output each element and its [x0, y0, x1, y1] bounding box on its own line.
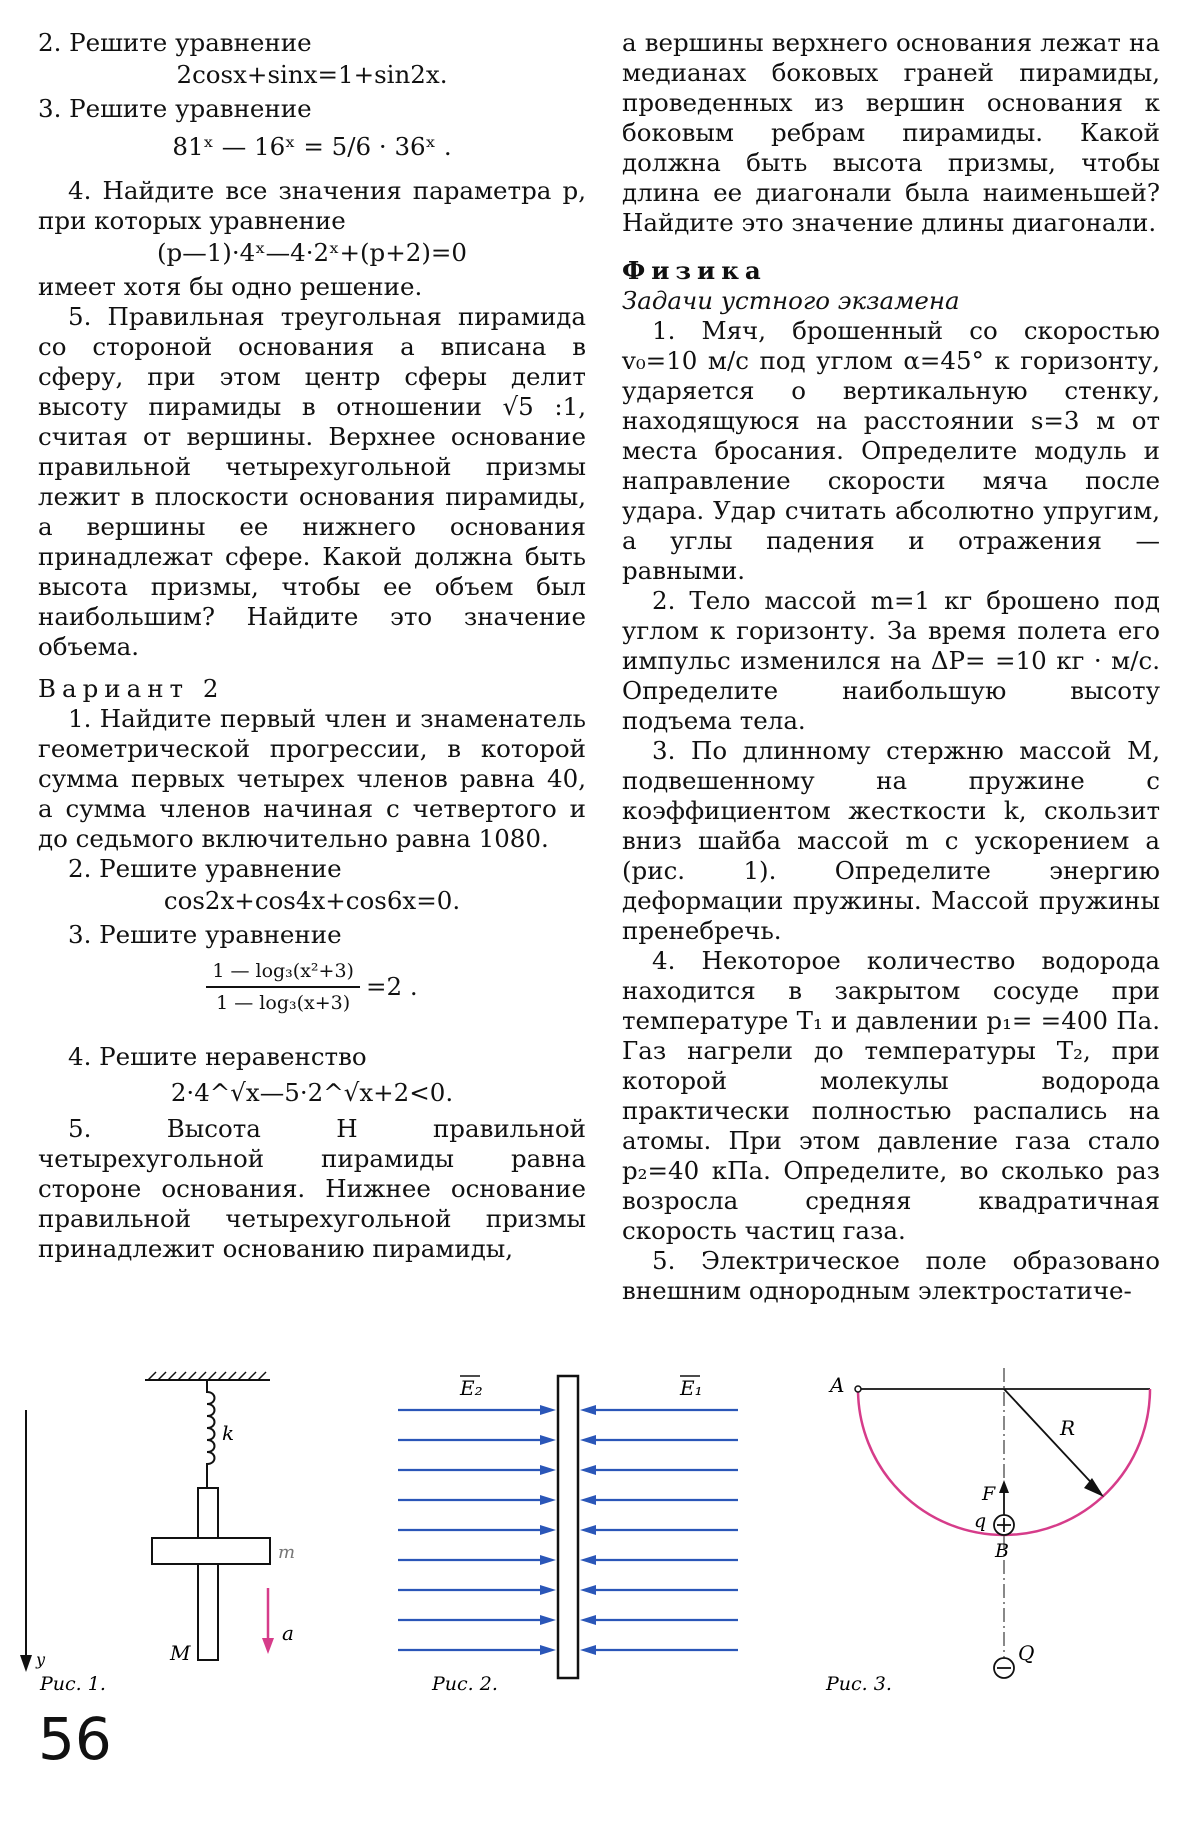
label-m: m	[278, 1542, 296, 1563]
section-title-physics: Физика	[622, 256, 767, 285]
radius-line	[1004, 1389, 1100, 1492]
section-subtitle: Задачи устного экзамена	[622, 286, 960, 315]
field-arrow-left-icon-6	[540, 1555, 556, 1565]
field-arrow-right-icon-5	[580, 1525, 596, 1535]
field-arrow-left-icon-1	[540, 1405, 556, 1415]
label-Q: Q	[1018, 1641, 1035, 1665]
field-arrow-left-icon-3	[540, 1465, 556, 1475]
figure-3	[825, 1368, 1150, 1695]
field-arrow-right-icon-8	[580, 1615, 596, 1625]
label-E1: E₁	[680, 1376, 703, 1400]
label-B: B	[995, 1540, 1009, 1562]
problem-2-title: 2. Решите уравнение	[38, 28, 312, 57]
label-q: q	[974, 1510, 987, 1532]
variant-2-problem-5-text: 5. Высота H правильной четырехугольной пирамиды равна стороне основания. Нижнее основание правильной четырехугольной призмы принадлежит основанию пирамиды,	[38, 1113, 586, 1263]
label-M: M	[170, 1641, 191, 1665]
right-column	[622, 28, 1160, 1306]
continuation-text: а вершины верхнего основания лежат на медианах боковых граней пирамиды, проведенных из вершин основания к боковым ребрам пирамиды. Какой должна быть высота призмы, чтобы длина ее диагонали была наименьшей? Найдите это значение длины диагонали.	[622, 28, 1160, 237]
field-arrow-left-icon-4	[540, 1495, 556, 1505]
problem-2-equation: 2cosx+sinx=1+sin2x.	[176, 60, 448, 89]
label-E2: E₂	[460, 1376, 483, 1400]
problem-4-text: 4. Найдите все значения параметра p, при которых уравнение	[38, 176, 586, 235]
variant-2-problem-1: 1. Найдите первый член и знаменатель геометрической прогрессии, в которой сумма первых четырех членов равна 40, а сумма членов начиная с четвертого и до седьмого включительно равна 1080.	[38, 704, 586, 853]
page-number: 56	[38, 1705, 112, 1773]
ceiling-hatch	[148, 1372, 266, 1380]
field-arrow-right-icon-1	[580, 1405, 596, 1415]
figures-strip	[0, 1360, 1200, 1700]
left-column	[38, 28, 586, 1264]
label-y: y	[36, 1650, 46, 1669]
problem-4-equation: (p—1)·4ˣ—4·2ˣ+(p+2)=0	[156, 238, 468, 267]
y-axis-arrow-icon	[20, 1655, 32, 1672]
label-R: R	[1060, 1416, 1076, 1440]
field-arrow-right-icon-4	[580, 1495, 596, 1505]
label-k: k	[222, 1421, 235, 1445]
fraction-numerator: 1 — log₃(x²+3)	[212, 960, 354, 982]
fraction-denominator: 1 — log₃(x+3)	[216, 991, 351, 1014]
field-arrow-left-icon-9	[540, 1645, 556, 1655]
field-arrow-left-icon-8	[540, 1615, 556, 1625]
field-arrow-right-icon-7	[580, 1585, 596, 1595]
plate	[558, 1376, 578, 1678]
variant-2-problem-2-title: 2. Решите уравнение	[68, 854, 342, 883]
variant-2-problem-4-title: 4. Решите неравенство	[68, 1041, 367, 1071]
label-a: a	[282, 1621, 294, 1645]
variant-2-problem-2-equation: cos2x+cos4x+cos6x=0.	[163, 886, 461, 915]
field-arrow-left-icon-7	[540, 1585, 556, 1595]
field-arrow-left-icon-2	[540, 1435, 556, 1445]
variant-2-title: Вариант 2	[38, 674, 225, 703]
physics-problem-2: 2. Тело массой m=1 кг брошено под углом к горизонту. За время полета его импульс изменился на ΔP= =10 кг · м/с. Определите наибольшую высоту подъема тела.	[622, 586, 1160, 735]
label-A: A	[830, 1373, 845, 1397]
problem-4-tail: имеет хотя бы одно решение.	[38, 272, 423, 301]
figure-1-caption: Рис. 1.	[40, 1673, 106, 1695]
rod	[198, 1488, 218, 1660]
physics-problem-4: 4. Некоторое количество водорода находится в закрытом сосуде при температуре T₁ и давлении p₁= =400 Па. Газ нагрели до температуры T₂, при которой молекулы водорода практически полностью распались на атомы. При этом давление газа стало p₂=40 кПа. Определите, во сколько раз возросла средняя квадратичная скорость частиц газа.	[622, 946, 1160, 1245]
variant-2-problem-4-inequality: 2·4^√x—5·2^√x+2<0.	[170, 1077, 454, 1107]
spring	[207, 1380, 215, 1488]
acceleration-arrow-icon	[262, 1638, 274, 1654]
problem-5-text: 5. Правильная треугольная пирамида со стороной основания a вписана в сферу, при этом центр сферы делит высоту пирамиды в отношении √5 :1, считая от вершины. Верхнее основание правильной четырехугольной призмы лежит в плоскости основания пирамиды, а вершины ее нижнего основания принадлежат сфере. Какой должна быть высота призмы, чтобы ее объем был наибольшим? Найдите это значение объема.	[38, 302, 586, 661]
problem-3-equation: 81ˣ — 16ˣ = 5/6 · 36ˣ .	[172, 132, 452, 161]
physics-problem-1: 1. Мяч, брошенный со скоростью v₀=10 м/с под углом α=45° к горизонту, ударяется о вертикальную стенку, находящуюся на расстоянии s=3 м от места бросания. Определите модуль и направление скорости мяча после удара. Удар считать абсолютно упругим, а углы падения и отражения — равными.	[622, 316, 1160, 585]
field-arrow-left-icon-5	[540, 1525, 556, 1535]
figure-3-caption: Рис. 3.	[826, 1673, 892, 1695]
figure-2-caption: Рис. 2.	[432, 1673, 498, 1695]
radius-arrow-icon	[1084, 1478, 1104, 1497]
field-arrow-right-icon-3	[580, 1465, 596, 1475]
figure-1	[20, 1372, 295, 1695]
point-A	[855, 1386, 861, 1392]
force-arrow-icon	[999, 1480, 1009, 1493]
physics-problem-3: 3. По длинному стержню массой M, подвешенному на пружине с коэффициентом жесткости k, скользит вниз шайба массой m с ускорением a (рис. 1). Определите энергию деформации пружины. Массой пружины пренебречь.	[622, 736, 1160, 945]
problem-3-title: 3. Решите уравнение	[38, 94, 312, 123]
figure-2	[398, 1376, 738, 1695]
physics-problem-5: 5. Электрическое поле образовано внешним однородным электростатиче-	[622, 1246, 1160, 1305]
variant-2-problem-3-title: 3. Решите уравнение	[68, 920, 342, 949]
field-arrow-right-icon-6	[580, 1555, 596, 1565]
field-arrow-right-icon-9	[580, 1645, 596, 1655]
variant-2-problem-3-fraction	[38, 956, 586, 1018]
field-arrow-right-icon-2	[580, 1435, 596, 1445]
fraction-rhs: =2 .	[365, 971, 418, 1001]
puck	[152, 1538, 270, 1564]
label-F: F	[982, 1483, 996, 1505]
